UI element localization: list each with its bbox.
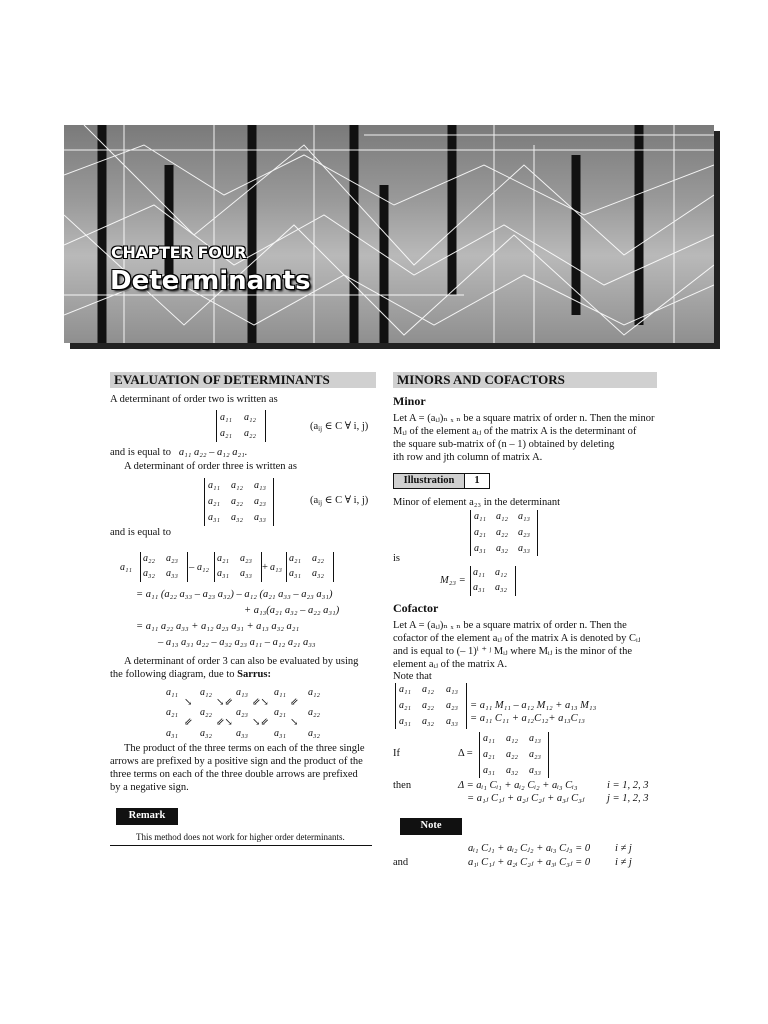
minor-det [214, 552, 262, 582]
equation: aᵢ₁ Cⱼ₁ + aᵢ₂ Cⱼ₂ + aᵢ₃ Cⱼ₃ = 0 [468, 843, 591, 854]
chapter-title: Determinants [110, 266, 311, 296]
section-heading-minors: MINORS AND COFACTORS [393, 372, 657, 388]
cell: a₃₂ [496, 543, 508, 554]
label-then: then [393, 780, 412, 791]
equation-condition: i ≠ j [615, 857, 632, 868]
arrow-icon: ⇙ [184, 717, 193, 728]
cell: a₁₂ [244, 412, 256, 423]
cell: a₃₃ [166, 568, 178, 579]
paragraph: Minor of element a₂₃ in the determinant [393, 497, 561, 508]
cell: a₃₂ [143, 568, 155, 579]
cell: a₁₃ [529, 733, 541, 744]
paragraph: three terms on each of the three double arrows are prefixed [110, 769, 358, 780]
cell: a₁₁ [166, 687, 178, 698]
paragraph: A determinant of order 3 can also be evaluated by using [124, 656, 359, 667]
cell: a₁₃ [270, 562, 282, 573]
label-m23: M₂₃ = [440, 575, 466, 586]
cell: a₂₂ [312, 553, 324, 564]
cell: a₃₁ [289, 568, 301, 579]
equation: = a₁ⱼ C₁ⱼ + a₂ⱼ C₂ⱼ + a₃ⱼ C₃ⱼ [467, 793, 585, 804]
cell: a₁₁ [274, 687, 286, 698]
illustration-label: Illustration [393, 473, 465, 489]
arrow-icon: ⇙ [290, 697, 299, 708]
cell: a₂₂ [308, 707, 320, 718]
cell: a₁₃ [254, 480, 266, 491]
equation: a₁ᵢ C₁ⱼ + a₂ᵢ C₂ⱼ + a₃ᵢ C₃ⱼ = 0 [468, 857, 591, 868]
cell: a₁₂ [197, 562, 209, 573]
minor-det [140, 552, 188, 582]
paragraph: Note that [393, 671, 432, 682]
equation: = a₁₁ M₁₁ – a₁₂ M₁₂ + a₁₃ M₁₃ [470, 700, 597, 711]
cell: a₁₂ [422, 684, 434, 695]
arrow-icon: ↘ [184, 697, 193, 708]
cell: a₂₂ [422, 700, 434, 711]
cell: a₁₃ [518, 511, 530, 522]
paragraph: the square sub-matrix of (n – 1) obtained by deleting [393, 439, 615, 450]
determinant-2x2 [216, 410, 266, 442]
cell: a₁₁ [474, 511, 486, 522]
arrow-icon: ↘⇙ [216, 697, 233, 708]
cell: a₁₂ [496, 511, 508, 522]
equation: = a₁₁ C₁₁ + a₁₂C₁₂+ a₁₃C₁₃ [470, 713, 585, 724]
cell: a₃₃ [529, 765, 541, 776]
paragraph: and is equal to (– 1)ⁱ ⁺ ʲ Mᵢⱼ where Mᵢⱼ is the minor of the [393, 646, 633, 657]
determinant-3x3 [204, 478, 274, 526]
cell: a₃₁ [274, 728, 286, 739]
equation: + a₁₃(a₂₁ a₃₂ – a₂₂ a₃₁) [244, 605, 340, 616]
note-label: Note [400, 818, 462, 835]
determinant-3x3 [479, 732, 549, 778]
cell: a₂₁ [274, 707, 286, 718]
condition: ($a_{ij}$ ∈ C ∀ i, j) [310, 421, 369, 433]
label-if: If [393, 748, 400, 759]
subheading-cofactor: Cofactor [393, 601, 439, 615]
label-and: and [393, 857, 409, 868]
condition: ($a_{ij}$ ∈ C ∀ i, j) [310, 495, 369, 507]
cell: a₃₃ [254, 512, 266, 523]
arrow-icon: ↘ [290, 717, 299, 728]
cell: a₂₃ [529, 749, 541, 760]
arrow-icon: ⇙↘ [216, 717, 233, 728]
paragraph: Let A = (aᵢⱼ)ₙ ₓ ₙ be a square matrix of order n. Then the minor [393, 413, 655, 424]
paragraph: by a negative sign. [110, 782, 189, 793]
cell: a₃₂ [231, 512, 243, 523]
paragraph: The product of the three terms on each of the three single [124, 743, 365, 754]
chapter-label: CHAPTER FOUR [111, 243, 247, 262]
chapter-banner [64, 125, 714, 343]
label-delta: Δ = [458, 748, 473, 759]
equation-range: i = 1, 2, 3 [607, 780, 649, 791]
cell: a₁₁ [220, 412, 232, 423]
cell: a₁₂ [231, 480, 243, 491]
paragraph: A determinant of order three is written as [124, 461, 297, 472]
paragraph: arrows are prefixed by a positive sign and the product of the [110, 756, 363, 767]
cell: a₂₁ [208, 496, 220, 507]
subheading-minor: Minor [393, 394, 426, 408]
paragraph: cofactor of the element aᵢⱼ of the matrix A is denoted by Cᵢⱼ [393, 633, 641, 644]
cell: a₂₃ [518, 527, 530, 538]
cell: a₃₂ [495, 582, 507, 593]
cell: a₂₂ [143, 553, 155, 564]
equation-condition: i ≠ j [615, 843, 632, 854]
cell: a₁₁ [399, 684, 411, 695]
divider [110, 845, 372, 846]
cell: a₁₃ [446, 684, 458, 695]
cell: a₃₂ [308, 728, 320, 739]
remark-text: This method does not work for higher order determinants. [136, 832, 345, 842]
cell: a₂₃ [240, 553, 252, 564]
cell: a₃₁ [474, 543, 486, 554]
cell: a₂₁ [483, 749, 495, 760]
cell: a₂₂ [496, 527, 508, 538]
arrow-icon: ↘⇙ [252, 717, 269, 728]
paragraph: the following diagram, due to Sarrus: [110, 669, 271, 680]
cell: a₃₂ [200, 728, 212, 739]
cell: a₂₃ [236, 707, 248, 718]
determinant-3x3 [470, 510, 538, 556]
minor-det [286, 552, 334, 582]
cell: a₁₁ [473, 567, 485, 578]
cell: a₃₁ [473, 582, 485, 593]
cell: a₂₁ [399, 700, 411, 711]
cell: a₂₂ [231, 496, 243, 507]
paragraph: Let A = (aᵢⱼ)ₙ ₓ ₙ be a square matrix of order n. Then the [393, 620, 627, 631]
cell: a₃₁ [483, 765, 495, 776]
remark-label: Remark [116, 808, 178, 825]
cell: a₃₁ [166, 728, 178, 739]
paragraph: A determinant of order two is written as [110, 394, 278, 405]
cell: a₁₂ [308, 687, 320, 698]
cell: a₃₃ [240, 568, 252, 579]
cell: a₃₃ [518, 543, 530, 554]
cell: a₃₁ [399, 716, 411, 727]
cell: a₃₁ [208, 512, 220, 523]
cell: a₂₁ [217, 553, 229, 564]
paragraph: is [393, 553, 401, 564]
illustration-number: 1 [464, 473, 490, 489]
cell: a₃₁ [217, 568, 229, 579]
cell: a₃₂ [422, 716, 434, 727]
paragraph: element aᵢⱼ of the matrix A. [393, 659, 508, 670]
banner-artwork [64, 125, 714, 343]
cell: a₁₂ [495, 567, 507, 578]
cell: a₂₂ [200, 707, 212, 718]
arrow-icon: ⇙↘ [252, 697, 269, 708]
determinant-2x2 [470, 566, 516, 596]
cell: a₂₁ [166, 707, 178, 718]
cell: a₂₃ [166, 553, 178, 564]
paragraph: Mᵢⱼ of the element aᵢⱼ of the matrix A is the determinant of [393, 426, 637, 437]
cell: a₁₁ [483, 733, 495, 744]
paragraph: ith row and jth column of matrix A. [393, 452, 543, 463]
cell: a₃₂ [506, 765, 518, 776]
paragraph: and is equal to [110, 527, 171, 538]
section-heading-evaluation: EVALUATION OF DETERMINANTS [110, 372, 376, 388]
cell: a₁₂ [200, 687, 212, 698]
cell: a₃₃ [446, 716, 458, 727]
cell: a₃₃ [236, 728, 248, 739]
cell: a₂₁ [289, 553, 301, 564]
paragraph: and is equal to a₁₁ a₂₂ – a₁₂ a₂₁. [110, 447, 248, 458]
equation: Δ = aᵢ₁ Cᵢ₁ + aᵢ₂ Cᵢ₂ + aᵢ₃ Cᵢ₃ [458, 780, 578, 791]
cell: a₃₂ [312, 568, 324, 579]
equation: = a₁₁ (a₂₂ a₃₃ – a₂₃ a₃₂) – a₁₂ (a₂₁ a₃₃ – a₂₃ a₃₁) [136, 589, 333, 600]
cell: a₂₁ [220, 428, 232, 439]
cell: a₁₃ [236, 687, 248, 698]
cell: a₂₃ [254, 496, 266, 507]
determinant-3x3 [395, 683, 467, 729]
cell: a₁₁ [208, 480, 220, 491]
cell: a₂₃ [446, 700, 458, 711]
cell: a₁₁ [120, 562, 132, 573]
cell: a₂₂ [506, 749, 518, 760]
equation-range: j = 1, 2, 3 [607, 793, 649, 804]
equation: – a₁₃ a₃₁ a₂₂ – a₃₂ a₂₃ a₁₁ – a₁₂ a₂₁ a₃₃ [158, 637, 316, 648]
cell: a₁₂ [506, 733, 518, 744]
cell: a₂₁ [474, 527, 486, 538]
cell: a₂₂ [244, 428, 256, 439]
equation: = a₁₁ a₂₂ a₃₃ + a₁₂ a₂₃ a₃₁ + a₁₃ a₃₂ a₂₁ [136, 621, 300, 632]
